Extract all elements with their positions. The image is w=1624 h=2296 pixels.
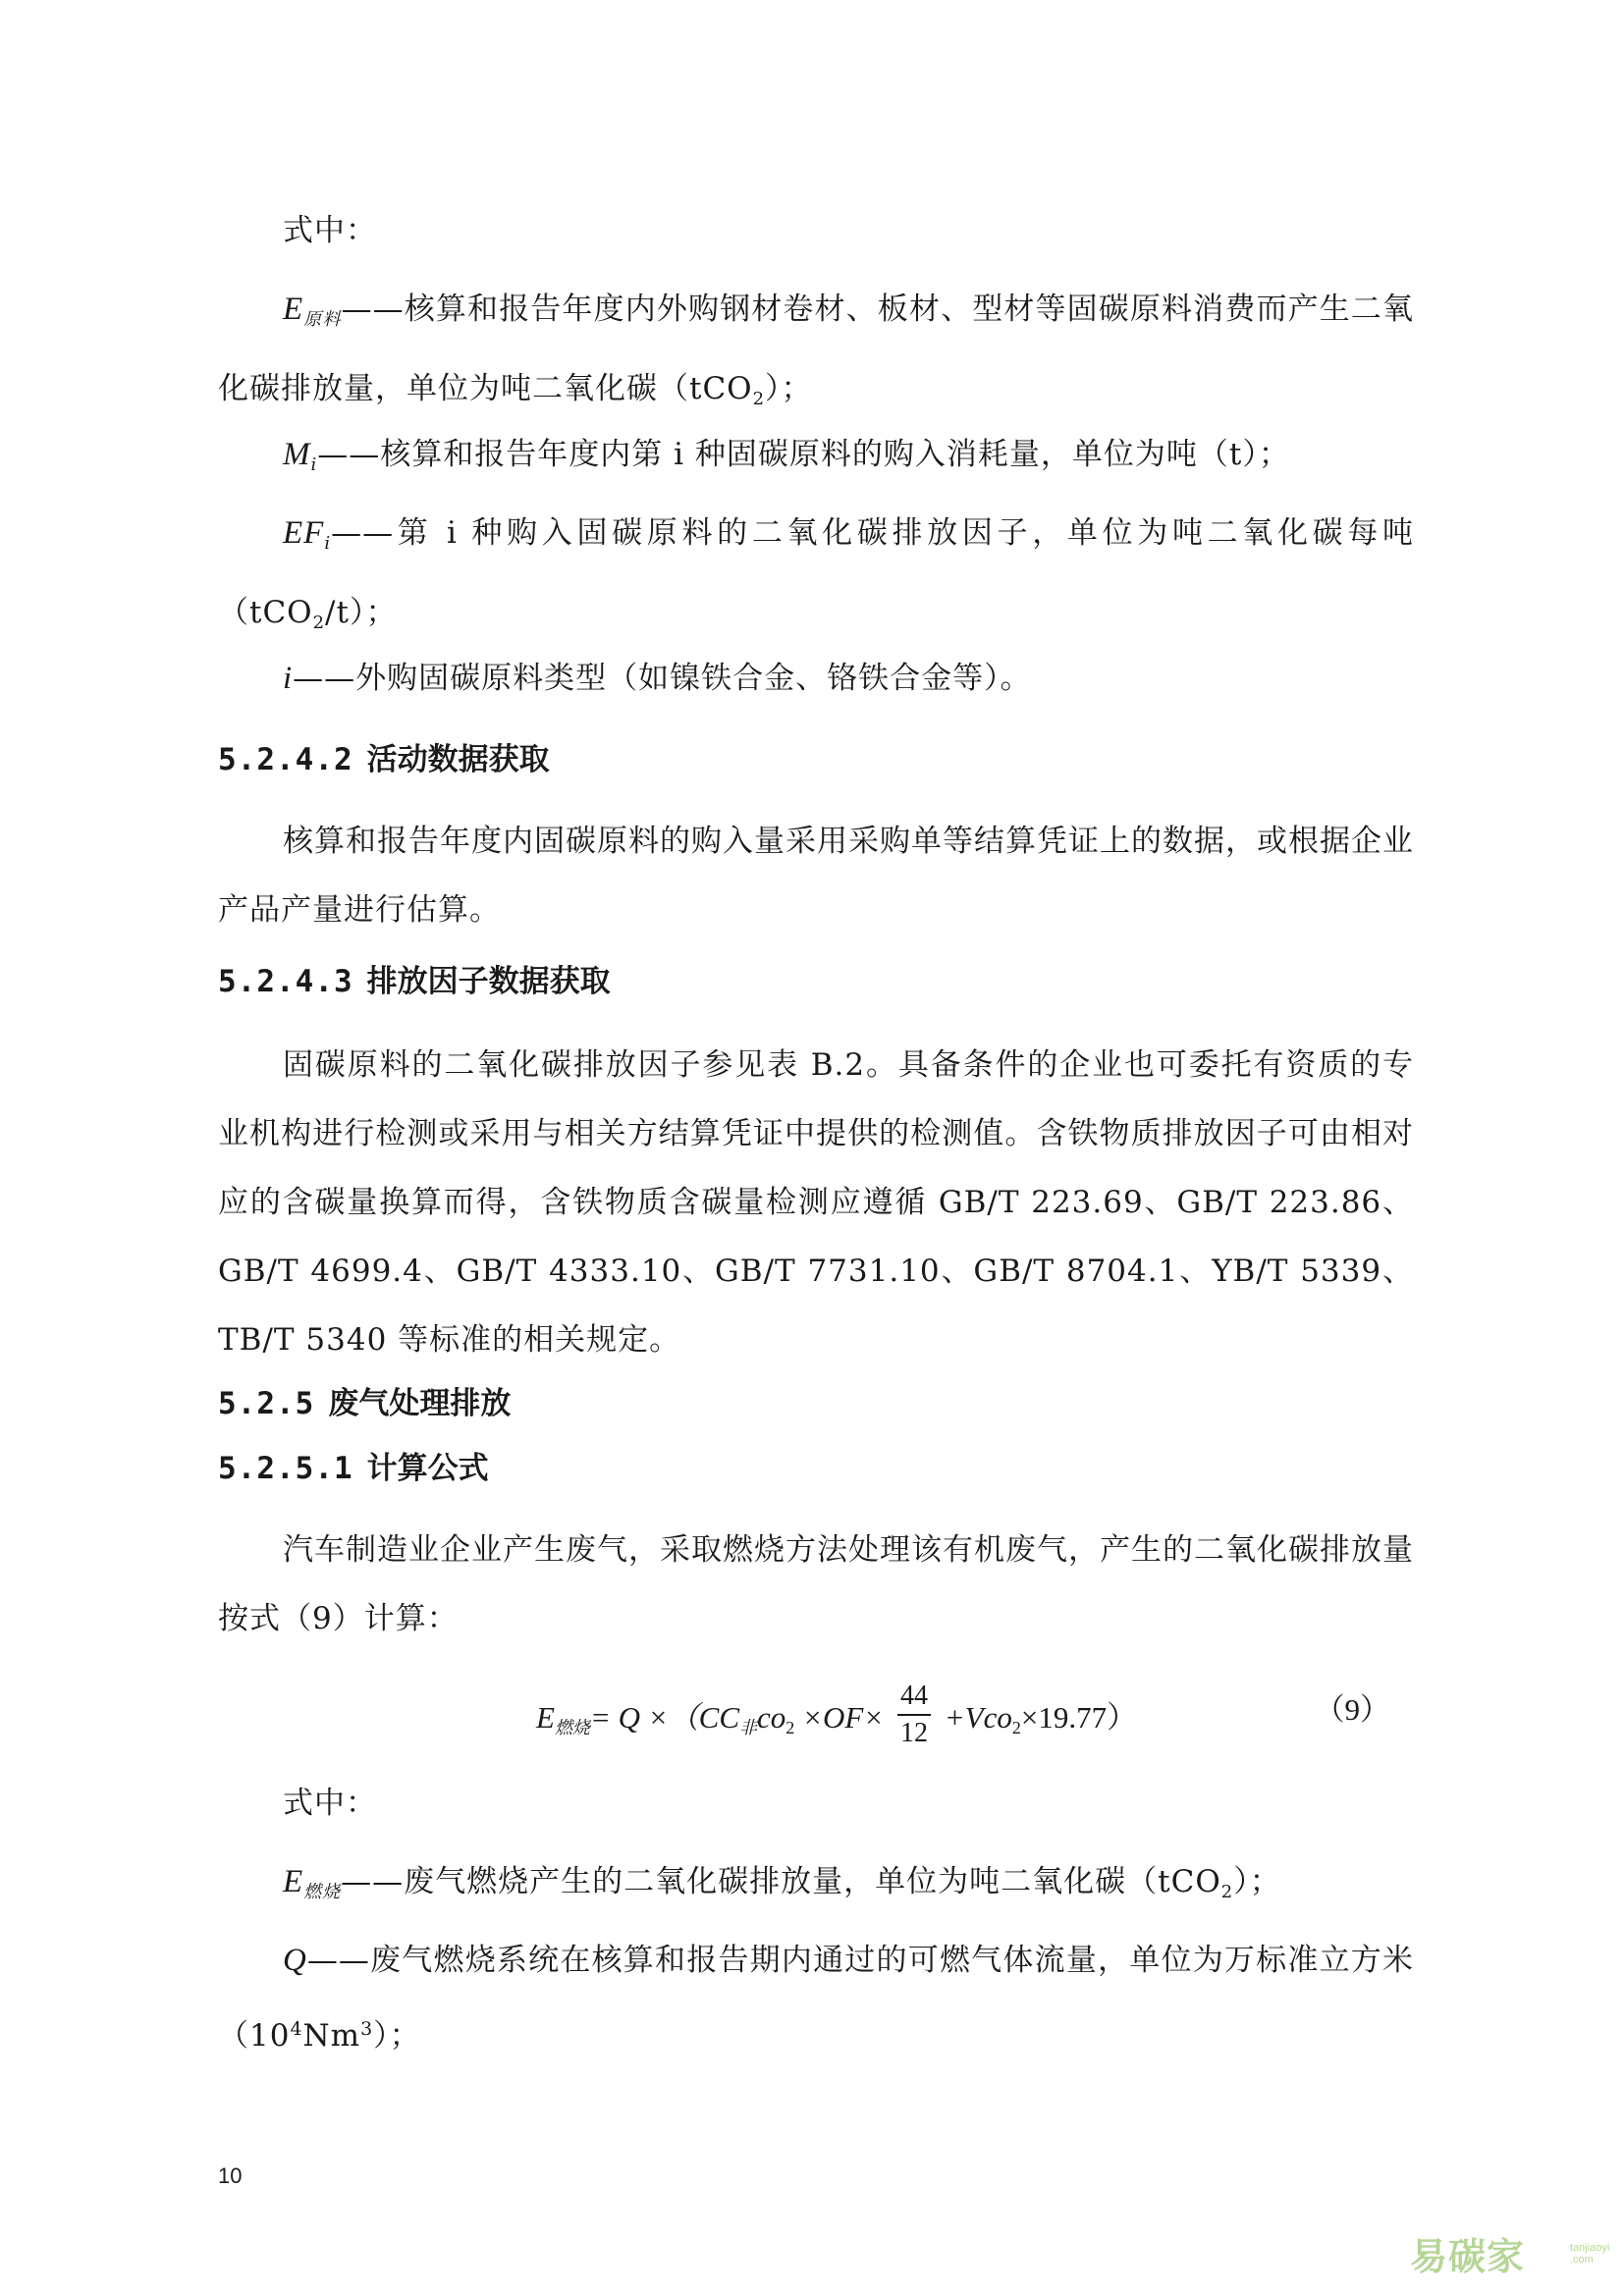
watermark-en-line1: tanjiaoyi <box>1570 2242 1610 2254</box>
heading-5-2-4-2 <box>218 738 550 781</box>
def-text-end: ）； <box>1233 1864 1281 1899</box>
def-e-yuanliao <box>218 275 1414 434</box>
section-number: 5.2.4.2 <box>218 742 353 777</box>
symbol-q: Q <box>283 1943 307 1978</box>
equation-number: （9） <box>1314 1692 1390 1727</box>
heading-5-2-5 <box>218 1382 511 1425</box>
symbol-i: i <box>283 661 294 696</box>
section-title: 排放因子数据获取 <box>366 964 611 999</box>
where-label-1: 式中： <box>283 213 377 248</box>
fraction-44-12 <box>897 1679 931 1751</box>
def-mi <box>218 420 1414 500</box>
eq-tail: ×19.77） <box>1020 1700 1138 1735</box>
symbol-subscript: 燃烧 <box>303 1882 342 1902</box>
def-e-ranshao <box>218 1847 1414 1927</box>
watermark-en <box>1570 2242 1609 2266</box>
fraction-denominator: 12 <box>899 1718 928 1748</box>
symbol-subscript: i <box>324 533 332 554</box>
eq-e: E <box>536 1700 555 1735</box>
eq-co2-sub: 2 <box>785 1718 795 1738</box>
fraction-numerator: 44 <box>897 1679 931 1716</box>
symbol-ef: EF <box>283 515 325 551</box>
def-text: ——废气燃烧系统在核算和报告期内通过的可燃气体流量，单位为万标准立方米（10 <box>218 1943 1414 2054</box>
where-label-2: 式中： <box>283 1786 377 1821</box>
section-title: 活动数据获取 <box>366 742 550 777</box>
eq-e-sub: 燃烧 <box>554 1718 590 1738</box>
section-number: 5.2.4.3 <box>218 964 353 999</box>
symbol-e: E <box>283 292 304 327</box>
def-text-end: ）； <box>373 2018 421 2054</box>
unit-nm: Nm <box>302 2018 361 2054</box>
symbol-subscript: i <box>310 454 318 475</box>
equation-9 <box>536 1657 1390 1759</box>
def-efi <box>218 499 1414 658</box>
def-text-end: /t）； <box>325 595 398 630</box>
def-text: ——核算和报告年度内外购钢材卷材、板材、型材等固碳原料消费而产生二氧化碳排放量，单位为吨二氧化碳（tCO <box>218 292 1415 406</box>
superscript-3: 3 <box>360 2018 374 2040</box>
def-text: ——第 i 种购入固碳原料的二氧化碳排放因子，单位为吨二氧化碳每吨（tCO <box>218 515 1414 630</box>
def-text-end: ）； <box>765 371 813 406</box>
def-text: ——外购固碳原料类型（如镍铁合金、铬铁合金等）。 <box>293 661 1032 696</box>
symbol-subscript: 原料 <box>303 309 342 330</box>
section-number: 5.2.5.1 <box>218 1451 353 1486</box>
eq-vco: +Vco <box>936 1700 1012 1735</box>
heading-5-2-4-3 <box>218 960 611 1003</box>
def-text: ——核算和报告年度内第 i 种固碳原料的购入消耗量，单位为吨（t）； <box>317 437 1290 472</box>
watermark-cn: 易碳家 <box>1410 2235 1526 2278</box>
def-text: ——废气燃烧产生的二氧化碳排放量，单位为吨二氧化碳（tCO <box>341 1864 1221 1899</box>
eq-co: co <box>757 1700 786 1735</box>
paragraph-emission-factor: 固碳原料的二氧化碳排放因子参见表 B.2。具备条件的企业也可委托有资质的专业机构进行检测或采用与相关方结算凭证中提供的检测值。含铁物质排放因子可由相对应的含碳量换算而得，含铁物质含碳量检测应遵循 GB/T 223.69、GB/T 223.86、GB/T 4699.4、GB/T 4333.10、GB/T 7731.10、GB/T 8704.1、YB/T 5339、TB/T 5340 等标准的相关规定。 <box>218 1047 1414 1358</box>
paragraph-formula-intro: 汽车制造业企业产生废气，采取燃烧方法处理该有机废气，产生的二氧化碳排放量按式（9）计算： <box>218 1532 1414 1636</box>
page-number: 10 <box>218 2163 243 2188</box>
superscript-4: 4 <box>290 2018 303 2040</box>
watermark-en-line2: .com <box>1570 2254 1594 2266</box>
eq-q-cc: = Q ×（CC <box>589 1700 740 1735</box>
section-title: 计算公式 <box>366 1451 489 1486</box>
subscript-2: 2 <box>752 389 766 409</box>
subscript-2: 2 <box>312 613 326 633</box>
eq-of: ×OF× <box>794 1700 892 1735</box>
symbol-m: M <box>283 437 311 472</box>
eq-cc-sub: 非 <box>739 1718 758 1738</box>
equation-body <box>536 1681 1138 1757</box>
def-q <box>218 1926 1414 2070</box>
watermark-logo <box>1410 2226 1616 2289</box>
symbol-e: E <box>283 1864 304 1899</box>
paragraph-activity-data: 核算和报告年度内固碳原料的购入量采用采购单等结算凭证上的数据，或根据企业产品产量进行估算。 <box>218 824 1414 928</box>
section-number: 5.2.5 <box>218 1386 315 1421</box>
section-title: 废气处理排放 <box>328 1386 512 1421</box>
heading-5-2-5-1 <box>218 1447 489 1490</box>
eq-vco2-sub: 2 <box>1011 1718 1021 1738</box>
def-i <box>218 644 1414 713</box>
subscript-2: 2 <box>1220 1882 1234 1902</box>
